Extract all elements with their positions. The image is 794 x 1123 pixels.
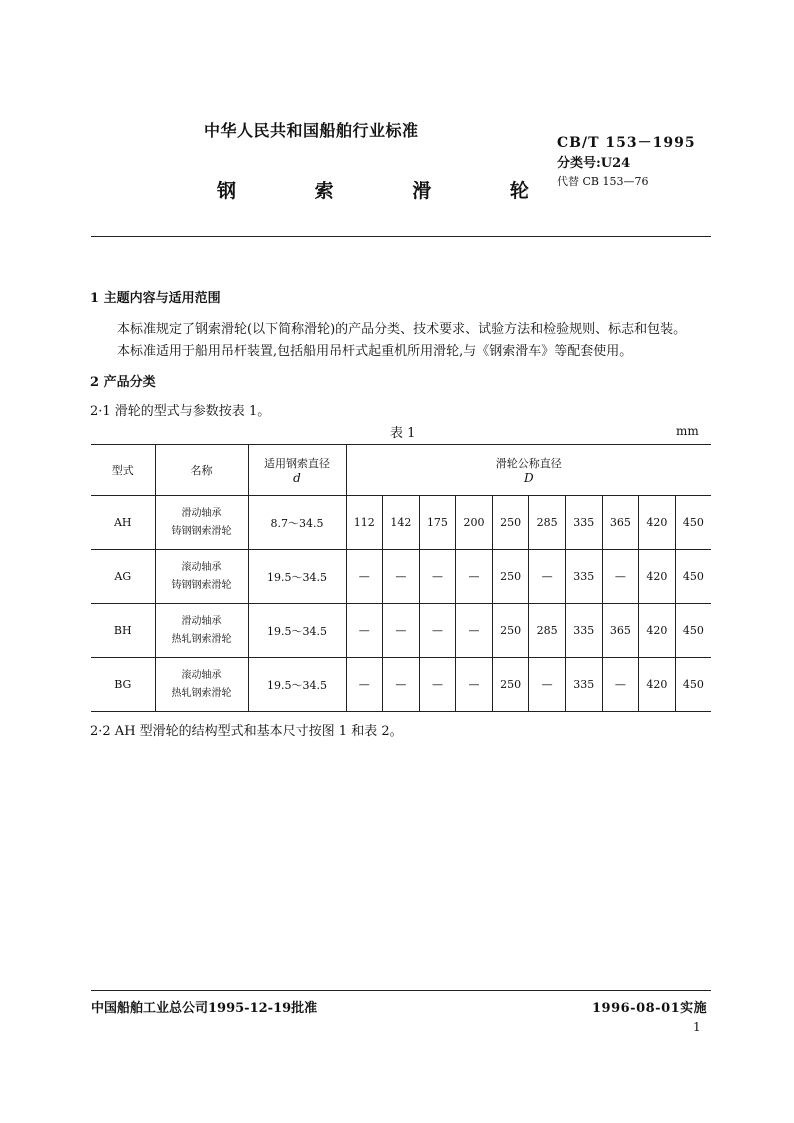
header-type: 型式 xyxy=(91,445,155,496)
cell-D: — xyxy=(346,658,383,712)
cell-D: 250 xyxy=(492,658,529,712)
cell-D: — xyxy=(346,604,383,658)
table-row xyxy=(91,658,711,712)
cell-name xyxy=(155,496,248,550)
section-1-paragraph-2: 本标准适用于船用吊杆装置,包括船用吊杆式起重机所用滑轮,与《钢索滑车》等配套使用。 xyxy=(117,344,633,359)
cell-type: AG xyxy=(91,550,155,604)
cell-D: 450 xyxy=(682,624,704,637)
approval-statement: 中国船舶工业总公司1995-12-19批准 xyxy=(91,1001,318,1016)
clause-2-2: 2·2 AH 型滑轮的结构型式和基本尺寸按图 1 和表 2。 xyxy=(90,724,403,739)
cell-D: — xyxy=(383,658,420,712)
cell-type: AH xyxy=(91,496,155,550)
cell-D: 250 xyxy=(492,604,529,658)
header-nominal-diameter-label: 滑轮公称直径 xyxy=(495,457,562,470)
cell-D: 335 xyxy=(565,550,602,604)
table-row xyxy=(91,604,711,658)
table-caption: 表 1 xyxy=(390,426,416,441)
cell-D: — xyxy=(419,658,456,712)
classification-number: 分类号:U24 xyxy=(557,156,631,171)
cell-D: 250 xyxy=(492,496,529,550)
cell-D: 420 xyxy=(639,604,676,658)
issuing-organization: 中华人民共和国船舶行业标准 xyxy=(204,121,419,140)
table-row xyxy=(91,550,711,604)
section-2-heading: 2 产品分类 xyxy=(90,375,156,390)
cell-name-line1: 滑动轴承 xyxy=(181,507,222,519)
cell-name-line2: 热轧钢索滑轮 xyxy=(171,633,232,645)
cell-D: 285 xyxy=(529,496,566,550)
header-rope-diameter xyxy=(248,445,346,496)
cell-D: 335 xyxy=(565,604,602,658)
cell-D: — xyxy=(419,550,456,604)
cell-D: — xyxy=(383,604,420,658)
header-rope-diameter-label: 适用钢索直径 xyxy=(264,457,330,470)
header-divider xyxy=(91,236,711,237)
cell-D: — xyxy=(456,604,493,658)
cell-D: — xyxy=(602,658,639,712)
cell-D: — xyxy=(346,550,383,604)
cell-D: 285 xyxy=(529,604,566,658)
cell-D: 112 xyxy=(346,496,383,550)
cell-D: 250 xyxy=(492,550,529,604)
header-nominal-diameter xyxy=(346,445,711,496)
cell-name xyxy=(155,604,248,658)
table-header-row xyxy=(91,445,711,496)
cell-D: — xyxy=(456,658,493,712)
cell-rope-diameter: 8.7～34.5 xyxy=(248,496,346,550)
cell-D: 420 xyxy=(639,496,676,550)
cell-D: 365 xyxy=(602,604,639,658)
cell-name xyxy=(155,550,248,604)
replaces-standard: 代替 CB 153—76 xyxy=(557,175,649,188)
cell-name-line1: 滑动轴承 xyxy=(181,615,222,627)
cell-D: 335 xyxy=(565,496,602,550)
cell-name xyxy=(155,658,248,712)
standard-code: CB/T 153－1995 xyxy=(557,135,696,151)
cell-D: 142 xyxy=(383,496,420,550)
cell-name-line2: 铸钢钢索滑轮 xyxy=(171,525,232,537)
pulley-spec-table xyxy=(91,444,711,712)
cell-name-line1: 滚动轴承 xyxy=(181,561,222,573)
header-name: 名称 xyxy=(155,445,248,496)
cell-D: 420 xyxy=(639,658,676,712)
header-nominal-symbol: D xyxy=(523,471,534,485)
cell-rope-diameter: 19.5～34.5 xyxy=(248,658,346,712)
header-rope-symbol: d xyxy=(293,471,301,485)
section-1-heading: 1 主题内容与适用范围 xyxy=(90,291,221,306)
cell-rope-diameter: 19.5～34.5 xyxy=(248,550,346,604)
cell-name-line2: 铸钢钢索滑轮 xyxy=(171,579,232,591)
cell-D: 175 xyxy=(419,496,456,550)
cell-type: BG xyxy=(91,658,155,712)
cell-D: — xyxy=(383,550,420,604)
table-unit: mm xyxy=(676,424,699,438)
cell-name-line2: 热轧钢索滑轮 xyxy=(171,687,232,699)
cell-D: 420 xyxy=(639,550,676,604)
clause-2-1: 2·1 滑轮的型式与参数按表 1。 xyxy=(90,404,271,419)
section-1-paragraph-1: 本标准规定了钢索滑轮(以下简称滑轮)的产品分类、技术要求、试验方法和检验规则、标志和包装。 xyxy=(117,322,687,337)
footer-divider xyxy=(91,990,711,991)
cell-D: 365 xyxy=(602,496,639,550)
cell-name-line1: 滚动轴承 xyxy=(181,669,222,681)
cell-D: 335 xyxy=(565,658,602,712)
cell-D: 450 xyxy=(682,570,704,583)
table-row xyxy=(91,496,711,550)
cell-D: — xyxy=(602,550,639,604)
cell-D: 200 xyxy=(456,496,493,550)
document-title: 钢 索 滑 轮 xyxy=(217,180,565,202)
cell-D: — xyxy=(529,658,566,712)
cell-D: — xyxy=(529,550,566,604)
page-number: 1 xyxy=(693,1020,701,1034)
cell-D: — xyxy=(419,604,456,658)
cell-D: — xyxy=(456,550,493,604)
cell-D: 450 xyxy=(682,516,704,529)
cell-D: 450 xyxy=(682,678,704,691)
effective-date: 1996-08-01实施 xyxy=(592,1001,708,1016)
cell-type: BH xyxy=(91,604,155,658)
cell-rope-diameter: 19.5～34.5 xyxy=(248,604,346,658)
